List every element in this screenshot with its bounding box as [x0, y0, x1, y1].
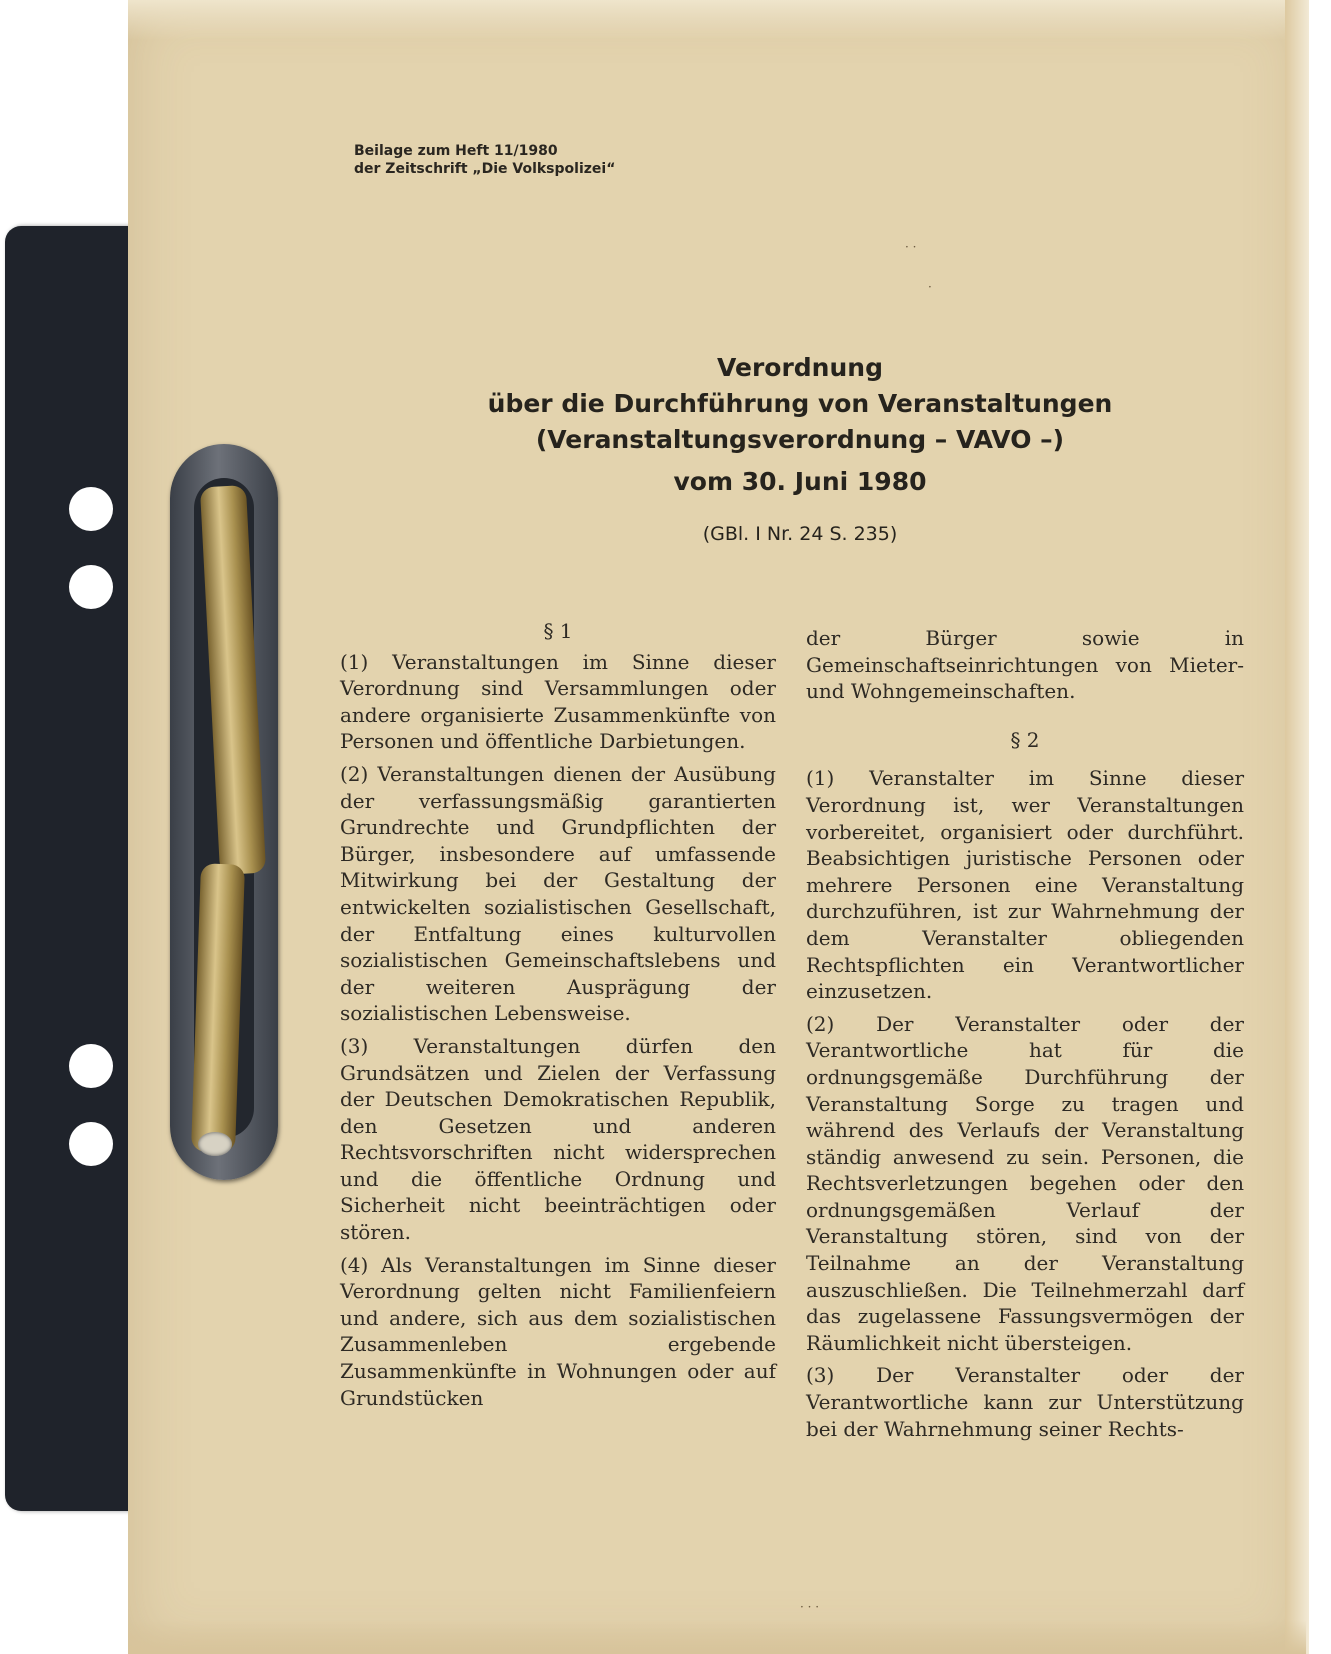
- page-top-edge: [128, 0, 1306, 40]
- binder-strip: [5, 226, 133, 1511]
- title-line-1: Verordnung: [717, 353, 883, 382]
- section-1-paragraph-3: (3) Veranstaltungen dürfen den Grundsätzen und Zielen der Verfassung der Deutschen Demokratischen Republik, den Gesetzen und anderen Rechtsvorschriften nicht widersprechen und die öffentliche Ordnung und Sicherheit nicht beeinträchtigen oder stören.: [340, 1033, 776, 1245]
- section-1-paragraph-1: (1) Veranstaltungen im Sinne dieser Verordnung sind Versammlungen oder andere organisierte Zusammenkünfte von Personen und öffentliche Darbietungen.: [340, 649, 776, 754]
- page-right-edge: [1285, 0, 1309, 1654]
- document-title-block: [470, 350, 1130, 546]
- section-2-paragraph-3: (3) Der Veranstalter oder der Verantwortliche kann zur Unterstützung bei der Wahrnehmung seiner Rechts-: [806, 1363, 1244, 1441]
- right-column: [806, 625, 1244, 1448]
- punch-hole: [69, 1122, 113, 1166]
- left-column: [340, 618, 776, 1417]
- title-line-3: (Veranstaltungsverordnung – VAVO –): [535, 425, 1065, 454]
- punch-hole: [69, 1044, 113, 1088]
- supplement-note: [354, 142, 615, 178]
- section-2-paragraph-2: (2) Der Veranstalter oder der Verantwortliche hat für die ordnungsgemäße Durchführung der Veranstaltung Sorge zu tragen und während des Verlaufs der Veranstaltung ständig anwesend zu sein. Personen, die Rechtsverletzungen begehen oder den ordnungsgemäßen Verlauf der Veranstaltung stören, sind von der Teilnahme an der Veranstaltung auszuschließen. Die Teilnehmerzahl darf das zugelassene Fassungsvermögen der Räumlichkeit nicht übersteigen.: [806, 1011, 1244, 1355]
- section-1-paragraph-2: (2) Veranstaltungen dienen der Ausübung der verfassungsmäßig garantierten Grundrechte und Grundpflichten der Bürger, insbesondere auf umfassende Mitwirkung bei der Gestaltung der entwickelten sozialistischen Gesellschaft, der Entfaltung eines kulturvollen sozialistischen Gemeinschaftslebens und der weiteren Ausprägung der sozialistischen Lebensweise.: [340, 761, 776, 1026]
- gazette-reference: (GBl. I Nr. 24 S. 235): [702, 523, 898, 545]
- paper-speck: · ·: [905, 240, 917, 254]
- title-date: vom 30. Juni 1980: [673, 467, 927, 496]
- punch-hole: [69, 487, 113, 531]
- page-bottom-edge: [128, 1620, 1306, 1654]
- supplement-line-2: der Zeitschrift „Die Volkspolizei“: [354, 161, 616, 177]
- section-1-continuation: der Bürger sowie in Gemeinschaftseinrichtungen von Mieter- und Wohngemeinschaften.: [806, 626, 1244, 704]
- section-2-heading: § 2: [1010, 727, 1040, 752]
- paper-speck: ·: [928, 280, 932, 294]
- fastener-rivet: [198, 1132, 232, 1156]
- title-line-2: über die Durchführung von Veranstaltungen: [487, 389, 1113, 418]
- section-1-paragraph-4: (4) Als Veranstaltungen im Sinne dieser Verordnung gelten nicht Familienfeiern und andere, sich aus dem sozialistischen Zusammenleben ergebende Zusammenkünfte in Wohnungen oder auf Grundstücken: [340, 1252, 776, 1410]
- supplement-line-1: Beilage zum Heft 11/1980: [354, 143, 558, 159]
- section-1-heading: § 1: [543, 619, 573, 643]
- punch-hole: [69, 565, 113, 609]
- paper-speck: · · ·: [800, 1600, 820, 1614]
- section-2-paragraph-1: (1) Veranstalter im Sinne dieser Verordnung ist, wer Veranstaltungen vorbereitet, organisiert oder durchführt. Beabsichtigen juristische Personen oder mehrere Personen eine Veranstaltung durchzuführen, ist zur Wahrnehmung der dem Veranstalter obliegenden Rechtspflichten ein Verantwortlicher einzusetzen.: [806, 766, 1244, 1004]
